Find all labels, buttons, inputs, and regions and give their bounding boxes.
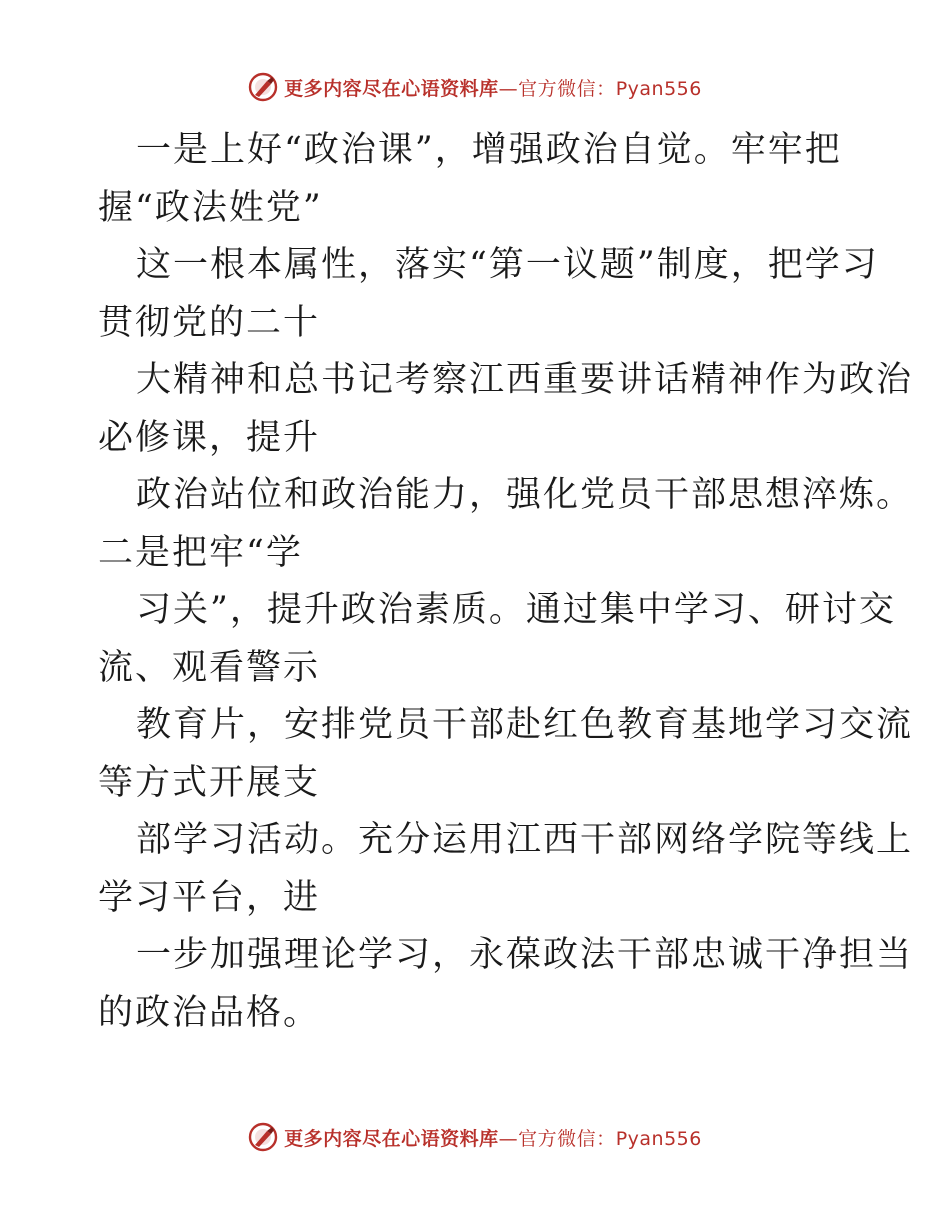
text-line: 必修课，提升 — [98, 417, 321, 458]
text-line: 的政治品格。 — [98, 992, 321, 1033]
footer-banner-main: 更多内容尽在心语资料库 — [284, 1127, 499, 1150]
header-banner-main: 更多内容尽在心语资料库 — [284, 77, 499, 100]
footer-banner-handle: Pyan556 — [615, 1127, 702, 1150]
footer-banner-separator: — — [498, 1127, 519, 1150]
footer-banner-text — [284, 1124, 702, 1151]
text-line: 大精神和总书记考察江西重要讲话精神作为政治 — [136, 360, 914, 400]
text-line: 二是把牢“学 — [98, 532, 303, 573]
text-line: 学习平台，进 — [98, 877, 321, 918]
pen-nib-logo-icon — [248, 72, 278, 102]
document-body — [98, 122, 914, 1042]
header-banner-separator: — — [498, 77, 519, 100]
text-line: 习关”，提升政治素质。通过集中学习、研讨交 — [136, 590, 896, 630]
text-line: 一步加强理论学习，永葆政法干部忠诚干净担当 — [136, 935, 914, 975]
text-line: 这一根本属性，落实“第一议题”制度，把学习 — [136, 245, 879, 285]
text-line: 教育片，安排党员干部赴红色教育基地学习交流 — [136, 705, 914, 745]
pen-nib-logo-icon — [248, 1122, 278, 1152]
header-banner-text — [284, 74, 702, 101]
text-line: 一是上好“政治课”，增强政治自觉。牢牢把 — [136, 130, 842, 170]
header-banner-wechat-label: 官方微信： — [518, 77, 616, 100]
text-line: 握“政法姓党” — [98, 187, 323, 228]
text-line: 流、观看警示 — [98, 647, 321, 688]
header-watermark-banner — [0, 72, 950, 102]
text-line: 部学习活动。充分运用江西干部网络学院等线上 — [136, 820, 914, 860]
footer-banner-wechat-label: 官方微信： — [518, 1127, 616, 1150]
text-line: 贯彻党的二十 — [98, 302, 321, 343]
footer-watermark-banner — [0, 1122, 950, 1152]
text-line: 政治站位和政治能力，强化党员干部思想淬炼。 — [136, 475, 914, 515]
text-line: 等方式开展支 — [98, 762, 321, 803]
header-banner-handle: Pyan556 — [615, 77, 702, 100]
